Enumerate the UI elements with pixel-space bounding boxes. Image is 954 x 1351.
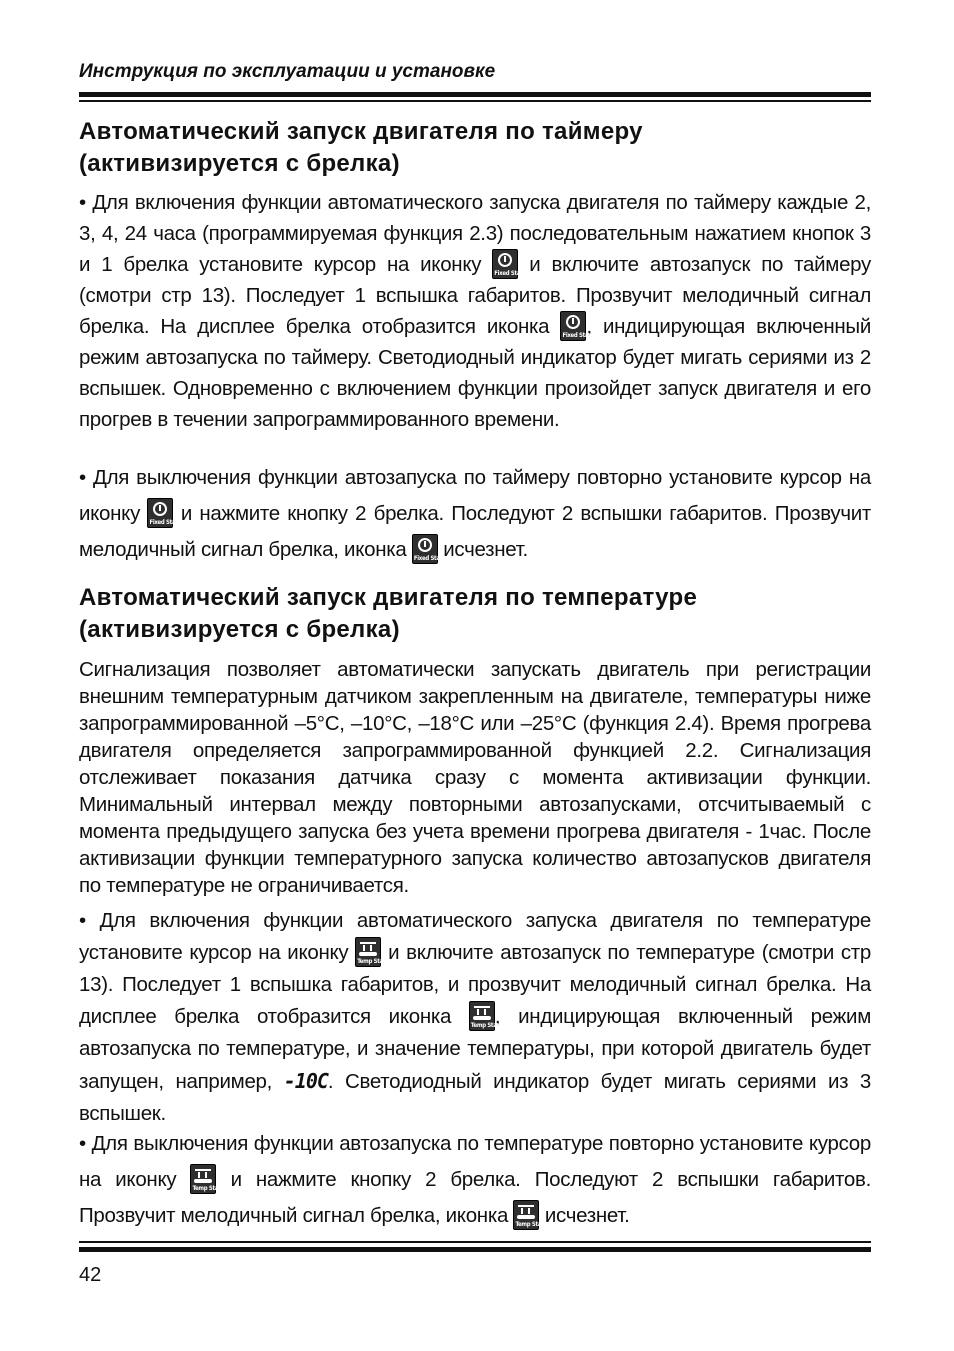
temp-start-icon [355,937,388,967]
icon-caption: Fixed Start [494,270,525,277]
fixed-start-icon [492,249,525,279]
footer-rule-thin [79,1241,871,1243]
temperature-display-value: -10C [283,1069,328,1093]
icon-caption: Temp Start [515,1221,546,1228]
fixed-start-icon [147,498,180,528]
icon-caption: Fixed Start [413,555,445,562]
text-run: • Для включения функции автоматического запуска двигателя по таймеру каждые 2, 3, 4, 24 часа (программируемая функция 2.3) последовательным нажатием кнопок 3 и 1 брелка установите курсор на иконку [79,191,871,276]
text-run: • Для включения функции автоматического запуска двигателя по температуре установите курсор на иконку [79,909,871,964]
temp-start-icon [190,1164,223,1194]
text-run: . Светодиодный индикатор будет мигать сериями из 3 вспышек. [79,1070,871,1125]
icon-caption: Temp Start [192,1185,223,1192]
section-temperature-title-line2: (активизируется с брелка) [79,616,400,643]
footer-rule [79,1247,871,1252]
text-run: и включите автозапуск по температуре (смотри стр 13). Последует 1 вспышка габаритов, и прозвучит мелодичный сигнал брелка. На дисплее брелка отобразится иконка [79,941,871,1028]
timer-enable-paragraph [79,187,871,435]
text-run: • Для выключения функции автозапуска по температуре повторно установите курсор на иконку [79,1132,871,1191]
section-timer-title-line2: (активизируется с брелка) [79,150,400,177]
section-temperature-title-line1: Автоматический запуск двигателя по температуре [79,584,698,611]
text-run: и нажмите кнопку 2 брелка. Последуют 2 вспышки габаритов. Прозвучит мелодичный сигнал брелка, иконка [79,1168,871,1227]
text-run: и включите автозапуск по таймеру (смотри стр 13). Последует 1 вспышка габаритов. Прозвучит мелодичный сигнал брелка. На дисплее брелка отобразится иконка [79,253,871,338]
text-run: исчезнет. [539,1204,630,1227]
icon-caption: Temp Start [470,1022,502,1029]
header-rule-thin [79,100,871,102]
fixed-start-icon [560,311,593,341]
text-run: , индицирующая включенный режим автозапуска по таймеру. Светодиодный индикатор будет мигать сериями из 2 вспышек. Одновременно с включением функции произойдет запуск двигателя и его прогрев в течении запрограммированного времени. [79,315,872,431]
text-run: • Для выключения функции автозапуска по таймеру повторно установите курсор на иконку [79,466,871,525]
temperature-disable-paragraph [79,1126,871,1234]
icon-caption: Fixed Start [149,519,180,526]
page-header: Инструкция по эксплуатации и установке [79,61,496,82]
text-run: исчезнет. [437,538,528,561]
section-timer-title [79,116,871,180]
section-timer-title-line1: Автоматический запуск двигателя по таймеру [79,118,643,145]
text-run: , индицирующая включенный режим автозапуска по температуре, и значение температуры, при которой двигатель будет запущен, например, [79,1005,871,1093]
fixed-start-icon [412,534,445,564]
text-run: и нажмите кнопку 2 брелка. Последуют 2 вспышки габаритов. Прозвучит мелодичный сигнал брелка, иконка [79,502,871,561]
timer-disable-paragraph [79,460,871,568]
icon-caption: Temp Start [357,958,388,965]
page-number: 42 [79,1264,102,1286]
section-temperature-title [79,582,871,646]
temp-start-icon [469,1001,502,1031]
header-rule [79,92,871,97]
icon-caption: Fixed Start [562,332,593,339]
temperature-enable-paragraph [79,905,871,1130]
temperature-intro-paragraph: Сигнализация позволяет автоматически запускать двигатель при регистрации внешним температурным датчиком закрепленным на двигателе, температуры ниже запрограммированной –5°C, –10°C, –18°C или –25°C (функция 2.4). Время прогрева двигателя определяется запрограммированной функцией 2.2. Сигнализация отслеживает показания датчика сразу с момента активизации функции. Минимальный интервал между повторными автозапусками, отсчитываемый с момента предыдущего запуска без учета времени прогрева двигателя - 1час. После активизации функции температурного запуска количество автозапусков двигателя по температуре не ограничивается. [79,658,871,897]
temp-start-icon [513,1200,546,1230]
